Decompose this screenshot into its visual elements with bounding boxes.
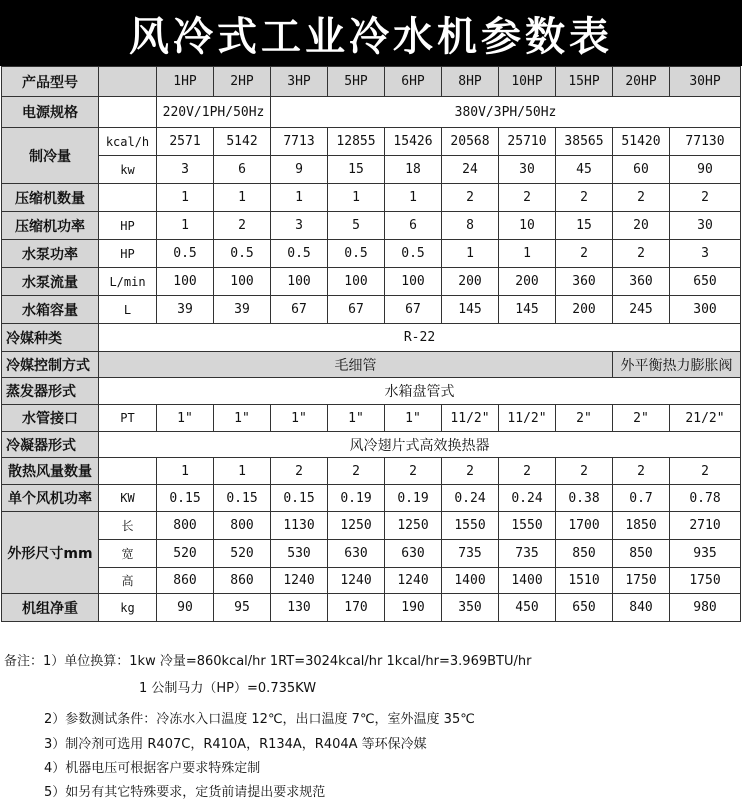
model-header: 8HP [442, 67, 499, 97]
value-cell: 90 [670, 156, 741, 184]
value-cell: 1 [328, 184, 385, 212]
value-cell: 0.15 [214, 485, 271, 512]
value-cell: 735 [499, 540, 556, 568]
row-label: 水泵流量 [2, 268, 99, 296]
value-cell: 0.5 [271, 240, 328, 268]
value-cell: 0.19 [385, 485, 442, 512]
value-cell: 12855 [328, 128, 385, 156]
value-cell: 2 [442, 184, 499, 212]
value-cell: 1" [214, 405, 271, 432]
value-cell: 3 [271, 212, 328, 240]
model-header: 20HP [613, 67, 670, 97]
value-cell: 11/2" [442, 405, 499, 432]
row-label: 冷凝器形式 [2, 432, 99, 458]
value-cell: 2" [556, 405, 613, 432]
note-line: 备注：1）单位换算：1kw 冷量=860kcal/hr 1RT=3024kcal/hr 1kcal/hr=3.969BTU/hr [4, 654, 532, 669]
value-cell: 30 [499, 156, 556, 184]
value-cell: 1 [157, 212, 214, 240]
evaporator-value: 水箱盘管式 [99, 378, 741, 405]
value-cell: 15 [556, 212, 613, 240]
value-cell: 38565 [556, 128, 613, 156]
page-title: 风冷式工业冷水机参数表 [0, 0, 742, 66]
unit-cell: HP [99, 212, 157, 240]
value-cell: 6 [214, 156, 271, 184]
unit-cell [99, 184, 157, 212]
value-cell: 1550 [442, 512, 499, 540]
value-cell: 1700 [556, 512, 613, 540]
value-cell: 2 [670, 458, 741, 485]
value-cell: 3 [157, 156, 214, 184]
value-cell: 1 [385, 184, 442, 212]
value-cell: 77130 [670, 128, 741, 156]
refrigerant-value: R-22 [99, 324, 741, 352]
value-cell: 850 [613, 540, 670, 568]
value-cell: 2" [613, 405, 670, 432]
value-cell: 5142 [214, 128, 271, 156]
value-cell: 935 [670, 540, 741, 568]
value-cell: 650 [670, 268, 741, 296]
value-cell: 1 [214, 184, 271, 212]
header-label: 产品型号 [2, 67, 99, 97]
value-cell: 360 [613, 268, 670, 296]
row-label: 制冷量 [2, 128, 99, 184]
value-cell: 2 [328, 458, 385, 485]
value-cell: 2571 [157, 128, 214, 156]
unit-cell: 长 [99, 512, 157, 540]
value-cell: 1" [157, 405, 214, 432]
row-label: 散热风量数量 [2, 458, 99, 485]
power-large: 380V/3PH/50Hz [271, 97, 741, 128]
value-cell: 1550 [499, 512, 556, 540]
value-cell: 0.15 [157, 485, 214, 512]
value-cell: 630 [385, 540, 442, 568]
value-cell: 1400 [499, 568, 556, 594]
unit-cell: kw [99, 156, 157, 184]
unit-cell: KW [99, 485, 157, 512]
value-cell: 0.5 [328, 240, 385, 268]
value-cell: 0.38 [556, 485, 613, 512]
value-cell: 630 [328, 540, 385, 568]
value-cell: 1510 [556, 568, 613, 594]
value-cell: 735 [442, 540, 499, 568]
value-cell: 2 [613, 240, 670, 268]
value-cell: 1240 [271, 568, 328, 594]
model-header: 10HP [499, 67, 556, 97]
value-cell: 18 [385, 156, 442, 184]
unit-cell: L/min [99, 268, 157, 296]
value-cell: 1250 [385, 512, 442, 540]
value-cell: 67 [385, 296, 442, 324]
value-cell: 130 [271, 594, 328, 622]
value-cell: 650 [556, 594, 613, 622]
note-line: 5）如另有其它特殊要求，定货前请提出要求规范 [44, 785, 326, 800]
value-cell: 15 [328, 156, 385, 184]
value-cell: 0.15 [271, 485, 328, 512]
value-cell: 15426 [385, 128, 442, 156]
value-cell: 860 [214, 568, 271, 594]
row-label: 冷媒种类 [2, 324, 99, 352]
model-header: 30HP [670, 67, 741, 97]
control-large: 外平衡热力膨胀阀 [613, 352, 741, 378]
value-cell: 60 [613, 156, 670, 184]
unit-cell: HP [99, 240, 157, 268]
value-cell: 200 [556, 296, 613, 324]
value-cell: 145 [499, 296, 556, 324]
value-cell: 1" [271, 405, 328, 432]
unit-cell: 宽 [99, 540, 157, 568]
value-cell: 350 [442, 594, 499, 622]
row-label: 水箱容量 [2, 296, 99, 324]
value-cell: 7713 [271, 128, 328, 156]
value-cell: 450 [499, 594, 556, 622]
note-line: 3）制冷剂可选用 R407C，R410A，R134A，R404A 等环保冷媒 [44, 737, 427, 752]
value-cell: 2 [613, 184, 670, 212]
value-cell: 840 [613, 594, 670, 622]
value-cell: 1750 [613, 568, 670, 594]
spec-table [1, 66, 741, 622]
value-cell: 0.78 [670, 485, 741, 512]
value-cell: 100 [214, 268, 271, 296]
model-header: 3HP [271, 67, 328, 97]
value-cell: 1850 [613, 512, 670, 540]
condenser-value: 风冷翅片式高效换热器 [99, 432, 741, 458]
value-cell: 2 [556, 240, 613, 268]
model-header: 15HP [556, 67, 613, 97]
row-label: 水泵功率 [2, 240, 99, 268]
value-cell: 1 [214, 458, 271, 485]
row-label: 蒸发器形式 [2, 378, 99, 405]
model-header: 5HP [328, 67, 385, 97]
unit-cell: kcal/h [99, 128, 157, 156]
model-header: 1HP [157, 67, 214, 97]
value-cell: 520 [157, 540, 214, 568]
row-label: 电源规格 [2, 97, 99, 128]
value-cell: 21/2" [670, 405, 741, 432]
model-header: 2HP [214, 67, 271, 97]
value-cell: 2 [499, 458, 556, 485]
row-label: 冷媒控制方式 [2, 352, 99, 378]
value-cell: 20 [613, 212, 670, 240]
value-cell: 100 [328, 268, 385, 296]
value-cell: 6 [385, 212, 442, 240]
row-label: 外形尺寸mm [2, 512, 99, 594]
control-small: 毛细管 [99, 352, 613, 378]
value-cell: 11/2" [499, 405, 556, 432]
value-cell: 5 [328, 212, 385, 240]
value-cell: 1250 [328, 512, 385, 540]
value-cell: 51420 [613, 128, 670, 156]
value-cell: 200 [499, 268, 556, 296]
value-cell: 2710 [670, 512, 741, 540]
value-cell: 39 [214, 296, 271, 324]
value-cell: 2 [670, 184, 741, 212]
value-cell: 2 [214, 212, 271, 240]
value-cell: 1240 [328, 568, 385, 594]
value-cell: 300 [670, 296, 741, 324]
row-label: 压缩机数量 [2, 184, 99, 212]
value-cell: 3 [670, 240, 741, 268]
value-cell: 1130 [271, 512, 328, 540]
note-line: 2）参数测试条件：冷冻水入口温度 12℃，出口温度 7℃，室外温度 35℃ [44, 712, 475, 727]
value-cell: 1 [271, 184, 328, 212]
value-cell: 1240 [385, 568, 442, 594]
value-cell: 67 [271, 296, 328, 324]
value-cell: 9 [271, 156, 328, 184]
value-cell: 20568 [442, 128, 499, 156]
value-cell: 10 [499, 212, 556, 240]
value-cell: 95 [214, 594, 271, 622]
value-cell: 145 [442, 296, 499, 324]
value-cell: 2 [271, 458, 328, 485]
value-cell: 800 [214, 512, 271, 540]
value-cell: 30 [670, 212, 741, 240]
value-cell: 0.5 [214, 240, 271, 268]
value-cell: 1" [385, 405, 442, 432]
note-line: 1 公制马力（HP）=0.735KW [139, 681, 317, 696]
unit-cell: kg [99, 594, 157, 622]
value-cell: 530 [271, 540, 328, 568]
power-small: 220V/1PH/50Hz [157, 97, 271, 128]
value-cell: 8 [442, 212, 499, 240]
row-label: 水管接口 [2, 405, 99, 432]
value-cell: 200 [442, 268, 499, 296]
value-cell: 850 [556, 540, 613, 568]
value-cell: 1 [499, 240, 556, 268]
model-header: 6HP [385, 67, 442, 97]
value-cell: 800 [157, 512, 214, 540]
value-cell: 1750 [670, 568, 741, 594]
value-cell: 90 [157, 594, 214, 622]
unit-cell [99, 458, 157, 485]
row-label: 机组净重 [2, 594, 99, 622]
unit-cell: PT [99, 405, 157, 432]
value-cell: 860 [157, 568, 214, 594]
value-cell: 245 [613, 296, 670, 324]
value-cell: 100 [157, 268, 214, 296]
value-cell: 0.5 [385, 240, 442, 268]
value-cell: 1 [157, 184, 214, 212]
unit-cell [99, 67, 157, 97]
value-cell: 100 [385, 268, 442, 296]
value-cell: 25710 [499, 128, 556, 156]
unit-cell: L [99, 296, 157, 324]
value-cell: 45 [556, 156, 613, 184]
value-cell: 2 [556, 458, 613, 485]
value-cell: 1400 [442, 568, 499, 594]
note-line: 4）机器电压可根据客户要求特殊定制 [44, 761, 261, 776]
value-cell: 1 [157, 458, 214, 485]
value-cell: 67 [328, 296, 385, 324]
unit-cell: 高 [99, 568, 157, 594]
value-cell: 0.19 [328, 485, 385, 512]
value-cell: 520 [214, 540, 271, 568]
row-label: 单个风机功率 [2, 485, 99, 512]
unit-cell [99, 97, 157, 128]
value-cell: 24 [442, 156, 499, 184]
value-cell: 360 [556, 268, 613, 296]
value-cell: 190 [385, 594, 442, 622]
value-cell: 0.5 [157, 240, 214, 268]
value-cell: 0.24 [442, 485, 499, 512]
value-cell: 170 [328, 594, 385, 622]
value-cell: 1" [328, 405, 385, 432]
value-cell: 1 [442, 240, 499, 268]
value-cell: 2 [499, 184, 556, 212]
value-cell: 0.7 [613, 485, 670, 512]
value-cell: 2 [385, 458, 442, 485]
value-cell: 980 [670, 594, 741, 622]
value-cell: 2 [613, 458, 670, 485]
value-cell: 2 [442, 458, 499, 485]
row-label: 压缩机功率 [2, 212, 99, 240]
value-cell: 0.24 [499, 485, 556, 512]
value-cell: 39 [157, 296, 214, 324]
value-cell: 2 [556, 184, 613, 212]
value-cell: 100 [271, 268, 328, 296]
